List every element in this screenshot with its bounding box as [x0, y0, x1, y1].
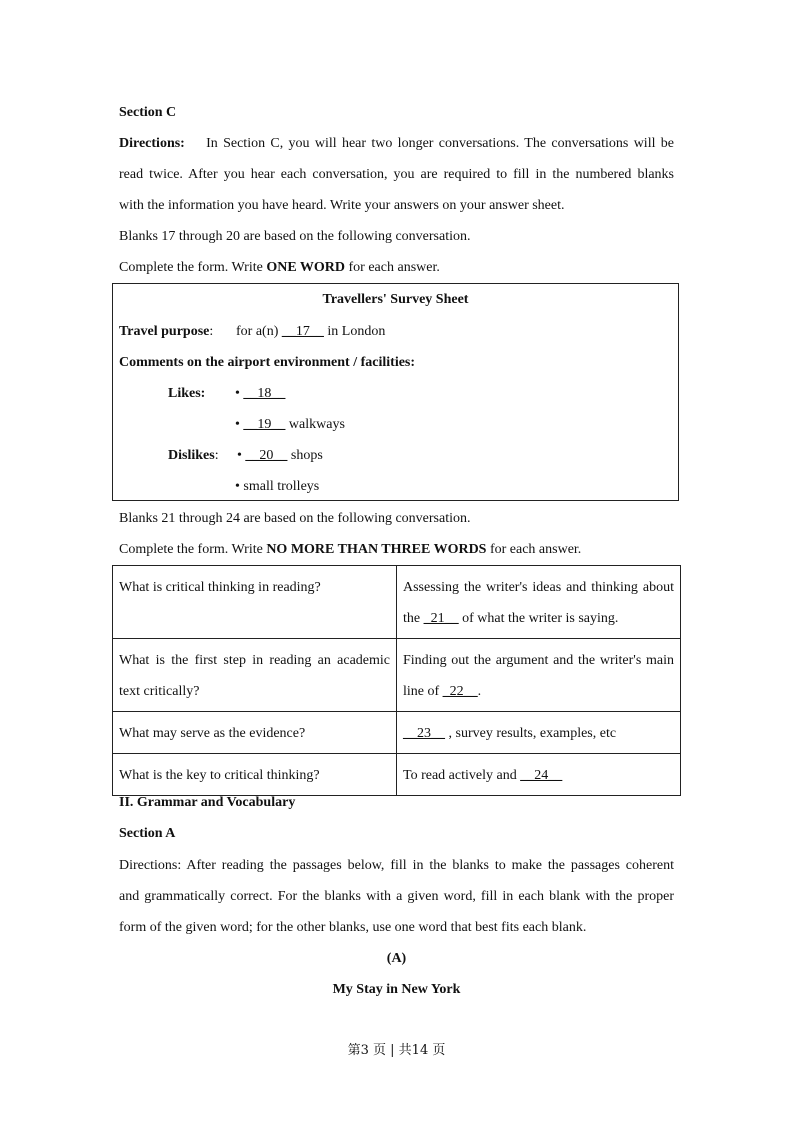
- critical-thinking-table: [112, 565, 681, 796]
- grammar-directions-line-2: and grammatically correct. For the blanks with a given word, fill in each blank with the proper: [119, 889, 674, 904]
- question-cell: What is the first step in reading an academic text critically?: [113, 639, 397, 712]
- survey-title: Travellers' Survey Sheet: [322, 292, 469, 307]
- blanks-intro-17-20: Blanks 17 through 20 are based on the following conversation.: [119, 229, 471, 244]
- passage-title: My Stay in New York: [332, 982, 461, 997]
- answer-cell: Finding out the argument and the writer's main line of _22__.: [397, 639, 681, 712]
- dislikes-label: Dislikes:: [168, 448, 219, 463]
- table-row: [113, 566, 681, 639]
- blank-20: __20__: [245, 448, 288, 463]
- question-cell: What may serve as the evidence?: [113, 712, 397, 754]
- dislikes-item-1: • __20__ shops: [237, 448, 323, 463]
- table-row: [113, 712, 681, 754]
- comments-label: Comments on the airport environment / facilities:: [119, 355, 416, 370]
- bullet-icon: •: [235, 417, 240, 432]
- instruction-three-words: Complete the form. Write NO MORE THAN THREE WORDS for each answer.: [119, 542, 582, 557]
- grammar-directions-line-3: form of the given word; for the other blanks, use one word that best fits each blank.: [119, 920, 587, 935]
- travel-purpose-row: Travel purpose:: [119, 324, 214, 339]
- likes-item-2: • __19__ walkways: [235, 417, 345, 432]
- table-row: [113, 639, 681, 712]
- blank-19: __19__: [243, 417, 286, 432]
- grammar-heading: II. Grammar and Vocabulary: [119, 795, 296, 810]
- blank-21: _21__: [423, 611, 459, 626]
- directions-line-1: Directions: In Section C, you will hear two longer conversations. The conversations will be: [119, 136, 674, 151]
- page-footer: 第3 页 | 共14 页: [347, 1043, 446, 1058]
- directions-label: Directions:: [119, 136, 185, 151]
- blanks-intro-21-24: Blanks 21 through 24 are based on the following conversation.: [119, 511, 471, 526]
- bullet-icon: •: [237, 448, 242, 463]
- grammar-directions-line-1: Directions: After reading the passages below, fill in the blanks to make the passages coherent: [119, 858, 674, 873]
- likes-label: Likes:: [168, 386, 206, 401]
- blank-18: __18__: [243, 386, 286, 401]
- bullet-icon: •: [235, 479, 240, 494]
- likes-item-1: [235, 385, 285, 403]
- blank-24: __24__: [520, 768, 563, 783]
- blank-23: __23__: [403, 726, 445, 741]
- blank-22: _22__: [442, 684, 478, 699]
- dislikes-item-2: • small trolleys: [235, 479, 320, 494]
- directions-line-3: with the information you have heard. Write your answers on your answer sheet.: [119, 198, 565, 213]
- travel-purpose-value: for a(n) __17__ in London: [236, 324, 386, 339]
- section-c-heading: Section C: [119, 105, 177, 120]
- instruction-one-word: Complete the form. Write ONE WORD for each answer.: [119, 260, 440, 275]
- table-row: [113, 754, 681, 796]
- question-cell: What is the key to critical thinking?: [113, 754, 397, 796]
- answer-cell: Assessing the writer's ideas and thinking about the _21__ of what the writer is saying.: [397, 566, 681, 639]
- answer-cell: To read actively and __24__: [397, 754, 681, 796]
- blank-17: __17__: [281, 324, 324, 339]
- question-cell: What is critical thinking in reading?: [113, 566, 397, 639]
- passage-label: (A): [386, 951, 407, 966]
- directions-line-2: read twice. After you hear each conversation, you are required to fill in the numbered blanks: [119, 167, 674, 182]
- bullet-icon: •: [235, 386, 240, 401]
- section-a-heading: Section A: [119, 826, 176, 841]
- answer-cell: __23__ , survey results, examples, etc: [397, 712, 681, 754]
- travellers-survey-sheet: [112, 283, 679, 501]
